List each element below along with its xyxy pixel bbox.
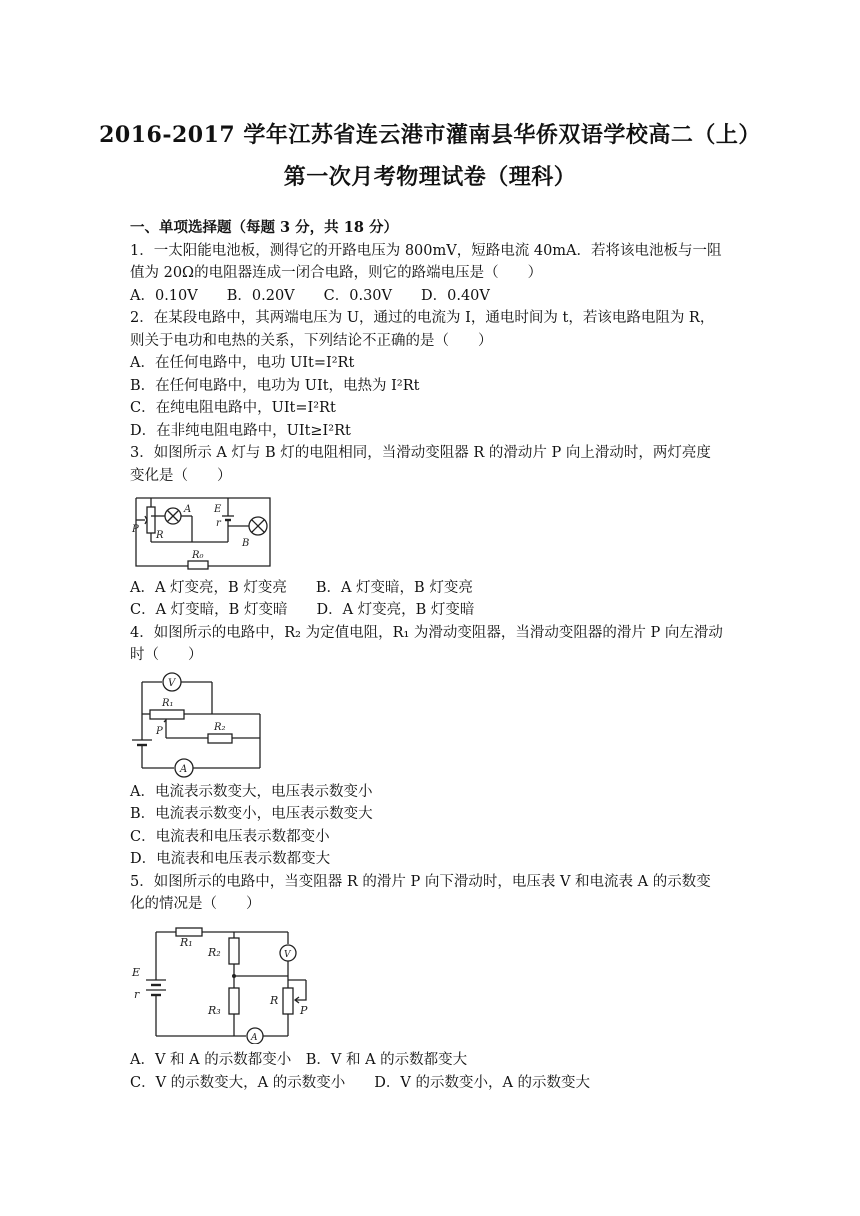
q3-label-a: A — [184, 504, 192, 515]
q2-option-a: A．在任何电路中，电功 UIt=I²Rt — [130, 355, 355, 371]
exam-title-line1: 2016-2017 学年江苏省连云港市灌南县华侨双语学校高二（上） — [99, 122, 761, 148]
q2-text: 2．在某段电路中，其两端电压为 U，通过的电流为 I，通电时间为 t，若该电路电阻为 R， — [130, 310, 715, 326]
q3-text: 3．如图所示 A 灯与 B 灯的电阻相同，当滑动变阻器 R 的滑动片 P 向上滑动时，两灯亮度 — [130, 445, 711, 461]
q4-option-c: C．电流表和电压表示数都变小 — [130, 829, 330, 845]
q3-label-r: R — [156, 530, 164, 541]
exam-title-line2: 第一次月考物理试卷（理科） — [283, 164, 577, 190]
q4-label-p: P — [156, 726, 163, 737]
q2-option-b: B．在任何电路中，电功为 UIt，电热为 I²Rt — [130, 378, 420, 394]
q5-label-p: P — [300, 1004, 308, 1017]
q4-label-r2: R₂ — [214, 722, 226, 733]
q3-label-b: B — [242, 538, 250, 549]
q3-circuit-diagram — [130, 492, 276, 576]
q4-label-a: A — [180, 764, 188, 775]
q3-label-r0: R₀ — [192, 550, 204, 561]
q4-circuit-diagram — [128, 670, 268, 784]
q2-option-d: D．在非纯电阻电路中，UIt≥I²Rt — [130, 423, 351, 439]
q3-options-cd: C．A 灯变暗，B 灯变暗 D．A 灯变亮，B 灯变暗 — [130, 602, 475, 618]
q5-label-r3: R₃ — [208, 1004, 221, 1017]
q5-label-e: E — [132, 966, 141, 979]
q4-label-r1: R₁ — [162, 698, 174, 709]
q5-label-v: V — [284, 950, 291, 960]
q3-label-e: E — [214, 504, 222, 515]
q5-options-ab: A．V 和 A 的示数都变小 B．V 和 A 的示数都变大 — [130, 1052, 468, 1068]
q4-text: 4．如图所示的电路中，R₂ 为定值电阻，R₁ 为滑动变阻器，当滑动变阻器的滑片 P 向左滑动 — [130, 625, 723, 641]
q5-options-cd: C．V 的示数变大，A 的示数变小 D．V 的示数变小，A 的示数变大 — [130, 1075, 591, 1091]
q1-text: 1．一太阳能电池板，测得它的开路电压为 800mV，短路电流 40mA．若将该电池板与一阻 — [130, 243, 722, 259]
q1-text-cont: 值为 20Ω的电阻器连成一闭合电路，则它的路端电压是（ ） — [130, 265, 543, 281]
q4-option-d: D．电流表和电压表示数都变大 — [130, 851, 331, 867]
q2-option-c: C．在纯电阻电路中，UIt=I²Rt — [130, 400, 336, 416]
q3-text-cont: 变化是（ ） — [130, 468, 232, 484]
q4-text-cont: 时（ ） — [130, 647, 203, 663]
q5-text: 5．如图所示的电路中，当变阻器 R 的滑片 P 向下滑动时，电压表 V 和电流表 A 的示数变 — [130, 874, 711, 890]
q3-options-ab: A．A 灯变亮，B 灯变亮 B．A 灯变暗，B 灯变亮 — [130, 580, 473, 596]
q5-label-r1: R₁ — [180, 936, 193, 949]
q4-option-a: A．电流表示数变大，电压表示数变小 — [130, 784, 373, 800]
q4-label-v: V — [168, 678, 176, 689]
q5-label-r: R — [270, 994, 279, 1007]
q3-label-p: P — [132, 524, 139, 535]
q4-option-b: B．电流表示数变小，电压表示数变大 — [130, 806, 373, 822]
q5-circuit-diagram — [128, 922, 318, 1048]
q5-label-r-small: r — [134, 988, 140, 1001]
section-heading: 一、单项选择题（每题 3 分，共 18 分） — [130, 219, 398, 236]
q5-text-cont: 化的情况是（ ） — [130, 896, 261, 912]
q1-options: A．0.10V B．0.20V C．0.30V D．0.40V — [130, 288, 490, 304]
q5-label-a: A — [251, 1033, 258, 1043]
q2-text-cont: 则关于电功和电热的关系，下列结论不正确的是（ ） — [130, 333, 493, 349]
q3-label-r-small: r — [216, 518, 221, 529]
q5-label-r2: R₂ — [208, 946, 221, 959]
